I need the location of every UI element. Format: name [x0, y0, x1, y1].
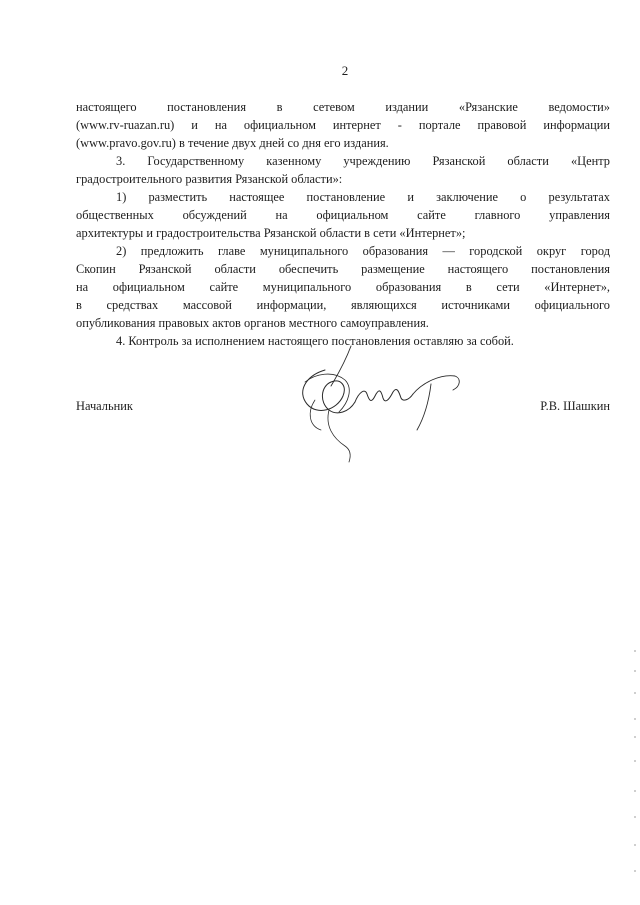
- signatory-position: Начальник: [76, 399, 133, 413]
- scan-edge-marks: [630, 640, 636, 880]
- text-line: настоящего постановления в сетевом издании «Рязанские ведомости»: [76, 100, 610, 114]
- text-line: 1) разместить настоящее постановление и заключение о результатах: [116, 190, 610, 204]
- document-body: [76, 98, 610, 350]
- text-line: 3. Государственному казенному учреждению Рязанской области «Центр: [116, 154, 610, 168]
- text-line: общественных обсуждений на официальном сайте главного управления: [76, 208, 610, 222]
- text-line: 2) предложить главе муниципального образования — городской округ город: [116, 244, 610, 258]
- text-line: опубликования правовых актов органов местного самоуправления.: [76, 316, 429, 330]
- page-number: 2: [341, 63, 349, 78]
- text-line: (www.pravo.gov.ru) в течение двух дней со дня его издания.: [76, 136, 389, 150]
- text-line: 4. Контроль за исполнением настоящего постановления оставляю за собой.: [116, 334, 514, 348]
- text-line: Скопин Рязанской области обеспечить размещение настоящего постановления: [76, 262, 610, 276]
- signatory-name: Р.В. Шашкин: [540, 399, 610, 413]
- signature-block: [76, 397, 610, 415]
- text-line: градостроительного развития Рязанской области»:: [76, 172, 343, 186]
- text-line: (www.rv-ruazan.ru) и на официальном интернет - портале правовой информации: [76, 118, 610, 132]
- text-line: в средствах массовой информации, являющихся источниками официального: [76, 298, 610, 312]
- text-line: архитектуры и градостроительства Рязанской области в сети «Интернет»;: [76, 226, 466, 240]
- text-line: на официальном сайте муниципального образования в сети «Интернет»,: [76, 280, 610, 294]
